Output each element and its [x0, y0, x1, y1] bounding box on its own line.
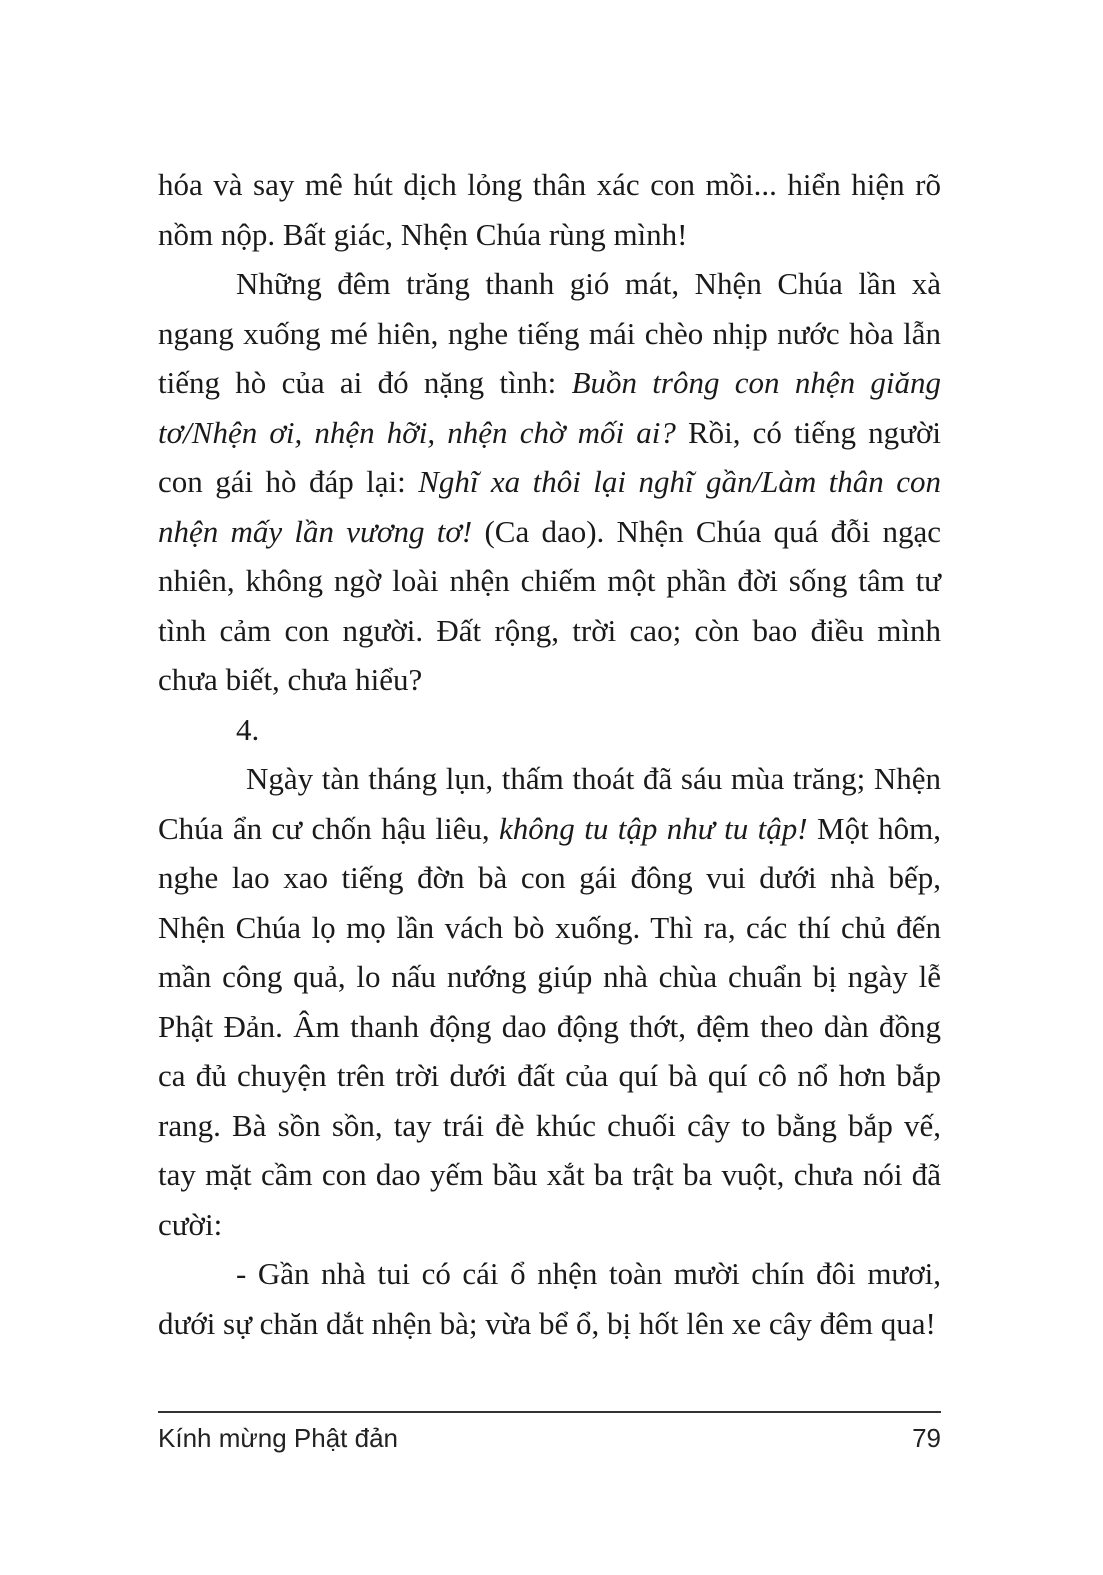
paragraph-3-italic: không tu tập như tu tập! [499, 810, 808, 846]
section-number: 4. [236, 711, 260, 747]
paragraph-1: hóa và say mê hút dịch lỏng thân xác con mồi... hiển hiện rõ nồm nộp. Bất giác, Nhện Chúa rùng mình! [158, 167, 941, 252]
paragraph-2 [158, 259, 941, 705]
poem-verse-2: Nghĩ xa thôi lại nghĩ gần/Làm thân con nhện mấy lần vương tơ! [158, 464, 941, 549]
page-footer [158, 1418, 941, 1458]
paragraph-2-text-3: (Ca dao). Nhện Chúa quá đỗi ngạc nhiên, không ngờ loài nhện chiếm một phần đời sống tâm tư tình cảm con người. Đất rộng, trời cao; còn bao điều mình chưa biết, chưa hiểu? [158, 513, 941, 697]
page-body [158, 160, 941, 1348]
page-number: 79 [912, 1423, 941, 1453]
dialogue-paragraph: - Gần nhà tui có cái ổ nhện toàn mười chín đôi mươi, dưới sự chăn dắt nhện bà; vừa bể ổ, bị hốt lên xe cây đêm qua! [158, 1256, 941, 1341]
paragraph-3 [158, 754, 941, 1249]
footer-divider [158, 1411, 941, 1413]
paragraph-2-text-2: Rồi, có tiếng người con gái hò đáp lại: [158, 414, 941, 499]
running-footer-title: Kính mừng Phật đản [158, 1423, 399, 1453]
paragraph-3-text-2: Một hôm, nghe lao xao tiếng đờn bà con gái đông vui dưới nhà bếp, Nhện Chúa lọ mọ lần vách bò xuống. Thì ra, các thí chủ đến mần công quả, lo nấu nướng giúp nhà chùa chuẩn bị ngày lễ Phật Đản. Âm thanh động dao động thớt, đệm theo dàn đồng ca đủ chuyện trên trời dưới đất của quí bà quí cô nổ hơn bắp rang. Bà sồn sồn, tay trái đè khúc chuối cây to bằng bắp vế, tay mặt cầm con dao yếm bầu xắt ba trật ba vuột, chưa nói đã cười: [158, 810, 941, 1242]
paragraph-2-text-1: Những đêm trăng thanh gió mát, Nhện Chúa lần xà ngang xuống mé hiên, nghe tiếng mái chèo nhịp nước hòa lẫn tiếng hò của ai đó nặng tình: [158, 266, 941, 400]
poem-verse-1: Buồn trông con nhện giăng tơ/Nhện ơi, nhện hỡi, nhện chờ mối ai? [158, 365, 941, 450]
paragraph-3-text-1: Ngày tàn tháng lụn, thấm thoát đã sáu mùa trăng; Nhện Chúa ẩn cư chốn hậu liêu, [158, 761, 941, 846]
